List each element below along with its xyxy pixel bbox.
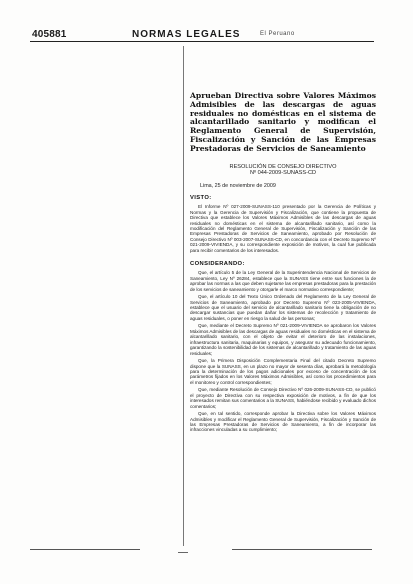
section-title: NORMAS LEGALES: [132, 29, 241, 40]
decree-title: Aprueban Directiva sobre Valores Máximos Admisibles de las descargas de aguas residuales no domésticas en el sistema de alcantarillado sanitario y modifican el Reglamento General de Supervisión, Fiscalización y Sanción de las Empresas Prestadoras de Servicios de Saneamiento: [190, 91, 376, 153]
paragraph: Que, el artículo 5 de la Ley General de la Superintendencia Nacional de Servicios de Saneamiento, Ley Nº 26284, establece que la SUNASS tiene entre sus funciones la de aprobar las normas a las que deben sujetarse las empresas prestadoras para la prestación de los servicios de saneamiento y otorgarle el marco normativo correspondiente;: [190, 270, 376, 292]
column-divider: [183, 46, 184, 546]
resolution-number: Nº 044-2009-SUNASS-CD: [249, 170, 317, 177]
paragraph: Que, mediante el Decreto Supremo Nº 021-2009-VIVIENDA se aprobaron los Valores Máximos Admisibles de las descargas de aguas residuales no domésticas en el sistema de alcantarillado sanitario, con el objeto de evitar el deterioro de las instalaciones, infraestructura sanitaria, maquinarias y equipos, y asegurar su adecuado funcionamiento, garantizando la sostenibilidad de los sistemas de alcantarillado y tratamiento de las aguas residuales;: [190, 323, 376, 356]
paragraph: Que, el artículo 10 del Texto Único Ordenado del Reglamento de la Ley General de Servicios de Saneamiento, aprobado por Decreto Supremo Nº 023-2005-VIVIENDA, establece que el usuario del servicio de alcantarillado sanitario tiene la obligación de no descargar sustancias que puedan dañar los sistemas de recolección y tratamiento de aguas residuales, o poner en riesgo la salud de las personas;: [190, 294, 376, 321]
newspaper-name: El Peruano: [260, 31, 295, 37]
bottom-rule-left: [30, 549, 140, 550]
section-heading-considerando: CONSIDERANDO:: [190, 261, 245, 268]
place-date: Lima, 25 de noviembre de 2009: [200, 183, 276, 190]
header-rule: [30, 41, 374, 42]
resolution-line: RESOLUCIÓN DE CONSEJO DIRECTIVO: [229, 163, 337, 170]
paragraph: El Informe Nº 027-2009-SUNASS-110 presentado por la Gerencia de Políticas y Normas y la Gerencia de Supervisión y Fiscalización, que contiene la propuesta de Directiva que establece los Valores Máximos Admisibles de las descargas de aguas residuales no domésticas en el sistema de alcantarillado sanitario, así como la modificación del Reglamento General de Supervisión, Fiscalización y Sanción de las Empresas Prestadoras de Servicios de Saneamiento, aprobado por Resolución de Consejo Directivo Nº 003-2007-SUNASS-CD, en concordancia con el Decreto Supremo Nº 021-2009-VIVIENDA, y su correspondiente exposición de motivos, la cual fue publicada para recibir comentarios de los interesados.: [190, 204, 376, 253]
section-heading-visto: VISTO:: [190, 195, 212, 202]
paragraph: Que, mediante Resolución de Consejo Directivo Nº 026-2009-SUNASS-CD, se publicó el proyecto de Directiva con su respectiva exposición de motivos, a fin de que los interesados remitan sus comentarios a la SUNASS, habiéndose recibido y evaluado dichos comentarios;: [190, 387, 376, 409]
page-number: 405881: [32, 29, 67, 40]
paragraph: Que, en tal sentido, corresponde aprobar la Directiva sobre los Valores Máximos Admisibles y modificar el Reglamento General de Supervisión, Fiscalización y Sanción de las Empresas Prestadoras de Servicios de Saneamiento, a fin de incorporar las infracciones vinculadas a su cumplimiento;: [190, 411, 376, 433]
resolution-block: [190, 164, 376, 178]
decree-column: [190, 92, 376, 435]
column-tick: [178, 552, 188, 561]
bottom-rule-right: [232, 549, 372, 550]
paragraph: Que, la Primera Disposición Complementaria Final del citado Decreto Supremo dispone que la SUNASS, en un plazo no mayor de sesenta días, aprobará la metodología para la determinación de los pagos adicionales por exceso de concentración de los parámetros fijados en los Valores Máximos Admisibles, así como los procedimientos para el monitoreo y control correspondientes;: [190, 358, 376, 385]
